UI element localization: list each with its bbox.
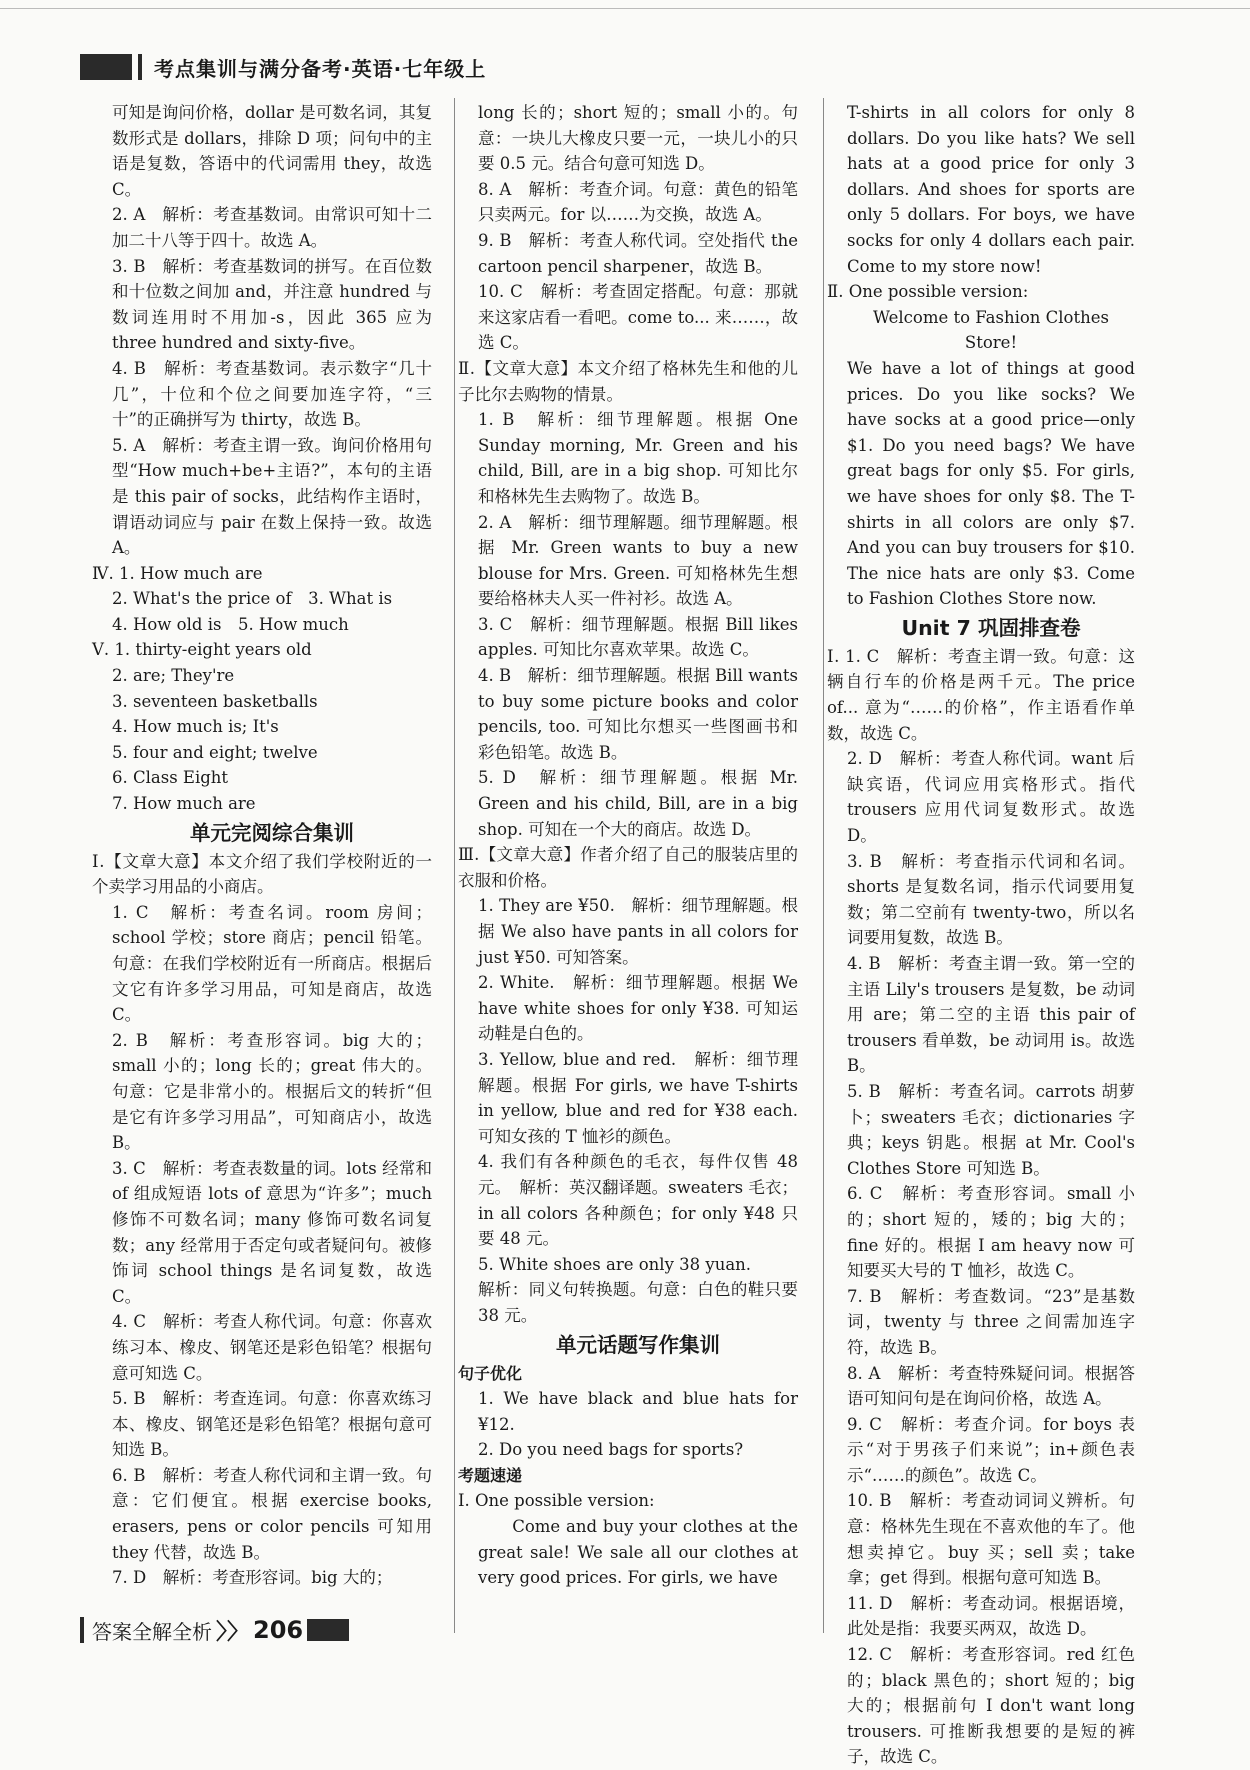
page-footer: [80, 1615, 349, 1645]
answer-paragraph: 1. They are ¥50. 解析：细节理解题。根据 We also have pants in all colors for just ¥50. 可知答案。: [478, 896, 798, 967]
answer-paragraph: T-shirts in all colors for only 8 dollars. Do you like hats? We sell hats at a good price for only 3 dollars. And shoes for sports are only 5 dollars. For boys, we have socks for only 4 dollars each pair. Come to my store now!: [847, 103, 1135, 276]
answer-paragraph: 4. B 解析：考查主谓一致。第一空的主语 Lily's trousers 是复数，be 动词用 are；第二空的主语 this pair of trousers 看单数，be 动词用 is。故选 B。: [847, 954, 1135, 1076]
answer-paragraph: 1. C 解析：考查名词。room 房间；school 学校；store 商店；pencil 铅笔。句意：在我们学校附近有一所商店。根据后文它有许多学习用品，可知是商店，故选 C。: [112, 902, 432, 1025]
answer-paragraph: 10. C 解析：考查固定搭配。句意：那就来这家店看一看吧。come to... 来……，故选 C。: [478, 282, 798, 353]
answer-paragraph: 2. A 解析：考查基数词。由常识可知十二加二十八等于四十。故选 A。: [112, 205, 432, 250]
footer-block: [307, 1619, 349, 1641]
answer-paragraph: 4. B 解析：考查基数词。表示数字“几十几”，十位和个位之间要加连字符，“三十”的正确拼写为 thirty，故选 B。: [112, 358, 432, 430]
answer-paragraph: 解析：同义句转换题。句意：白色的鞋只要 38 元。: [478, 1280, 798, 1325]
answer-paragraph: 2. D 解析：考查人称代词。want 后缺宾语，代词应用宾格形式。指代 trousers 应用代词复数形式。故选 D。: [847, 749, 1135, 846]
answer-paragraph: Ⅲ.【文章大意】作者介绍了自己的服装店里的衣服和价格。: [458, 845, 798, 890]
answer-paragraph: 7. How much are: [112, 794, 256, 814]
answer-paragraph: 5. B 解析：考查连词。句意：你喜欢练习本、橡皮、钢笔还是彩色铅笔？根据句意可知选 B。: [112, 1389, 432, 1460]
answer-paragraph: 2. Do you need bags for sports?: [478, 1440, 744, 1460]
answer-paragraph: 8. A 解析：考查特殊疑问词。根据答语可知问句是在询问价格，故选 A。: [847, 1363, 1135, 1409]
answer-paragraph: 2. A 解析：细节理解题。细节理解题。根据 Mr. Green wants to buy a new blouse for Mrs. Green. 可知格林先生想要给格林夫人买一件衬衫。故选 A。: [478, 512, 798, 609]
answer-paragraph: 5. White shoes are only 38 yuan.: [478, 1254, 752, 1274]
section-heading: Unit 7 巩固排查卷: [901, 615, 1081, 640]
answer-paragraph: 5. D 解析：细节理解题。根据 Mr. Green and his child, Bill, are in a big shop. 可知在一个大的商店。故选 D。: [478, 768, 798, 839]
header-bar: [138, 54, 142, 80]
answer-paragraph: 3. Yellow, blue and red. 解析：细节理解题。根据 For girls, we have T-shirts in yellow, blue and red for ¥38 each. 可知女孩的 T 恤衫的颜色。: [478, 1049, 798, 1146]
answer-paragraph: 3. C 解析：考查表数量的词。lots 经常和 of 组成短语 lots of 意思为“许多”；much 修饰不可数名词；many 修饰可数名词复数；any 经常用于否定句或者疑问句。被修饰词 school things 是名词复数，故选 C。: [112, 1158, 432, 1306]
answer-paragraph: 1. We have black and blue hats for ¥12.: [478, 1389, 798, 1434]
answer-paragraph: 8. A 解析：考查介词。句意：黄色的铅笔只卖两元。for 以……为交换，故选 A。: [478, 179, 798, 225]
footer-bar: [80, 1617, 84, 1643]
answer-paragraph: 5. four and eight; twelve: [112, 742, 318, 762]
answer-paragraph: 3. B 解析：考查基数词的拼写。在百位数和十位数之间加 and，并注意 hundred 与数词连用时不用加-s，因此 365 应为 three hundred and sixty-five。: [112, 256, 432, 353]
answer-paragraph: 7. B 解析：考查数词。“23”是基数词，twenty 与 three 之间需加连字符，故选 B。: [847, 1286, 1135, 1357]
answer-paragraph: 5. B 解析：考查名词。carrots 胡萝卜；sweaters 毛衣；dictionaries 字典；keys 钥匙。根据 at Mr. Cool's Clothes Store 可知选 B。: [847, 1081, 1135, 1178]
footer-arrows: 〉〉: [216, 1619, 250, 1645]
answer-paragraph: 1. B 解析：细节理解题。根据 One Sunday morning, Mr. Green and his child, Bill, are in a big shop. 可知比尔和格林先生去购物了。故选 B。: [478, 410, 798, 506]
answer-paragraph: 3. seventeen basketballs: [112, 691, 318, 711]
column-divider: [454, 98, 455, 1633]
answer-paragraph: 11. D 解析：考查动词。根据语境，此处是指：我要买两双，故选 D。: [847, 1593, 1135, 1639]
answer-paragraph: 6. Class Eight: [112, 768, 229, 788]
answer-paragraph: 10. B 解析：考查动词词义辨析。句意：格林先生现在不喜欢他的车了。他想卖掉它。buy 买；sell 卖；take 拿；get 得到。根据句意可知选 B。: [847, 1491, 1135, 1588]
column-divider: [823, 98, 824, 1633]
essay-title: Welcome to Fashion Clothes Store!: [873, 307, 1109, 353]
answer-paragraph: 9. C 解析：考查介词。for boys 表示“对于男孩子们来说”；in+颜色表示“……的颜色”。故选 C。: [847, 1414, 1135, 1485]
section-heading: 单元话题写作集训: [556, 1332, 720, 1357]
answer-paragraph: 6. B 解析：考查人称代词和主谓一致。句意：它们便宜。根据 exercise books, erasers, pens or color pencils 可知用 they 代替，故选 B。: [112, 1465, 432, 1562]
section-heading: 单元完阅综合集训: [190, 820, 354, 845]
subsection-heading: 考题速递: [458, 1465, 523, 1485]
column-right: [827, 100, 1135, 1770]
answer-paragraph: Ⅰ. One possible version:: [458, 1491, 655, 1511]
footer-label: 答案全解全析: [92, 1619, 212, 1644]
answer-paragraph: 2. are; They're: [112, 666, 235, 686]
answer-paragraph: 3. C 解析：细节理解题。根据 Bill likes apples. 可知比尔喜欢苹果。故选 C。: [478, 614, 798, 660]
answer-paragraph: 可知是询问价格，dollar 是可数名词，其复数形式是 dollars，排除 D 项；问句中的主语是复数，答语中的代词需用 they，故选 C。: [112, 103, 432, 199]
answer-paragraph: Ⅰ. 1. C 解析：考查主谓一致。句意：这辆自行车的价格是两千元。The price of... 意为“……的价格”，作主语看作单数，故选 C。: [827, 646, 1135, 743]
answer-paragraph: 6. C 解析：考查形容词。small 小的；short 短的，矮的；big 大的；fine 好的。根据 I am heavy now 可知要买大号的 T 恤衫，故选 C。: [847, 1184, 1135, 1281]
answer-paragraph: Come and buy your clothes at the great sale! We sale all our clothes at very good prices. For girls, we have: [478, 1517, 798, 1588]
answer-paragraph: 4. How much is; It's: [112, 717, 279, 737]
top-rule: [0, 8, 1250, 9]
column-left: [92, 100, 432, 1591]
answer-paragraph: 9. B 解析：考查人称代词。空处指代 the cartoon pencil sharpener，故选 B。: [478, 230, 798, 276]
answer-paragraph: 2. White. 解析：细节理解题。根据 We have white shoes for only ¥38. 可知运动鞋是白色的。: [478, 973, 798, 1044]
subsection-heading: 句子优化: [458, 1363, 523, 1383]
answer-paragraph: 4. B 解析：细节理解题。根据 Bill wants to buy some picture books and color pencils, too. 可知比尔想买一些图画书和彩色铅笔。故选 B。: [478, 666, 798, 762]
answer-paragraph: 4. 我们有各种颜色的毛衣，每件仅售 48 元。 解析：英汉翻译题。sweaters 毛衣；in all colors 各种颜色；for only ¥48 只要 48 元。: [478, 1152, 798, 1249]
header-title: 考点集训与满分备考·英语·七年级上: [154, 56, 487, 81]
answer-paragraph: Ⅰ.【文章大意】本文介绍了我们学校附近的一个卖学习用品的小商店。: [92, 851, 432, 897]
answer-paragraph: Ⅱ. One possible version:: [827, 282, 1029, 302]
answer-paragraph: Ⅱ.【文章大意】本文介绍了格林先生和他的儿子比尔去购物的情景。: [458, 358, 798, 404]
answer-paragraph: 5. A 解析：考查主谓一致。询问价格用句型“How much+be+主语?”，本句的主语是 this pair of socks，此结构作主语时，谓语动词应与 pair 在数上保持一致。故选 A。: [112, 435, 432, 558]
answer-paragraph: We have a lot of things at good prices. Do you like socks? We have socks at a good price—only $1. Do you need bags? We have great bags for only $5. For girls, we have shoes for only $8. The T-shirts in all colors are only $7. And you can buy trousers for $10. The nice hats are only $3. Come to Fashion Clothes Store now.: [847, 358, 1135, 609]
answer-paragraph: 4. C 解析：考查人称代词。句意：你喜欢练习本、橡皮、钢笔还是彩色铅笔？根据句意可知选 C。: [112, 1312, 432, 1383]
page-number: 206: [253, 1616, 304, 1644]
page-header: [80, 52, 486, 82]
answer-paragraph: 3. B 解析：考查指示代词和名词。shorts 是复数名词，指示代词要用复数；第二空前有 twenty-two，所以名词要用复数，故选 B。: [847, 851, 1135, 948]
answer-paragraph: 2. B 解析：考查形容词。big 大的；small 小的；long 长的；great 伟大的。句意：它是非常小的。根据后文的转折“但是它有许多学习用品”，可知商店小，故选 B。: [112, 1030, 432, 1153]
answer-paragraph: 2. What's the price of 3. What is: [112, 589, 393, 609]
header-block: [80, 54, 132, 80]
answer-paragraph: 4. How old is 5. How much: [112, 614, 349, 634]
answer-paragraph: 7. D 解析：考查形容词。big 大的；: [112, 1568, 393, 1588]
answer-paragraph: Ⅴ. 1. thirty-eight years old: [92, 640, 312, 660]
answer-paragraph: 12. C 解析：考查形容词。red 红色的；black 黑色的；short 短的；big 大的；根据前句 I don't want long trousers. 可推断我想要的是短的裤子，故选 C。: [847, 1645, 1135, 1767]
answer-paragraph: Ⅳ. 1. How much are: [92, 563, 263, 583]
column-middle: [458, 100, 798, 1591]
answer-paragraph: long 长的；short 短的；small 小的。句意：一块儿大橡皮只要一元，一块儿小的只要 0.5 元。结合句意可知选 D。: [478, 103, 798, 174]
